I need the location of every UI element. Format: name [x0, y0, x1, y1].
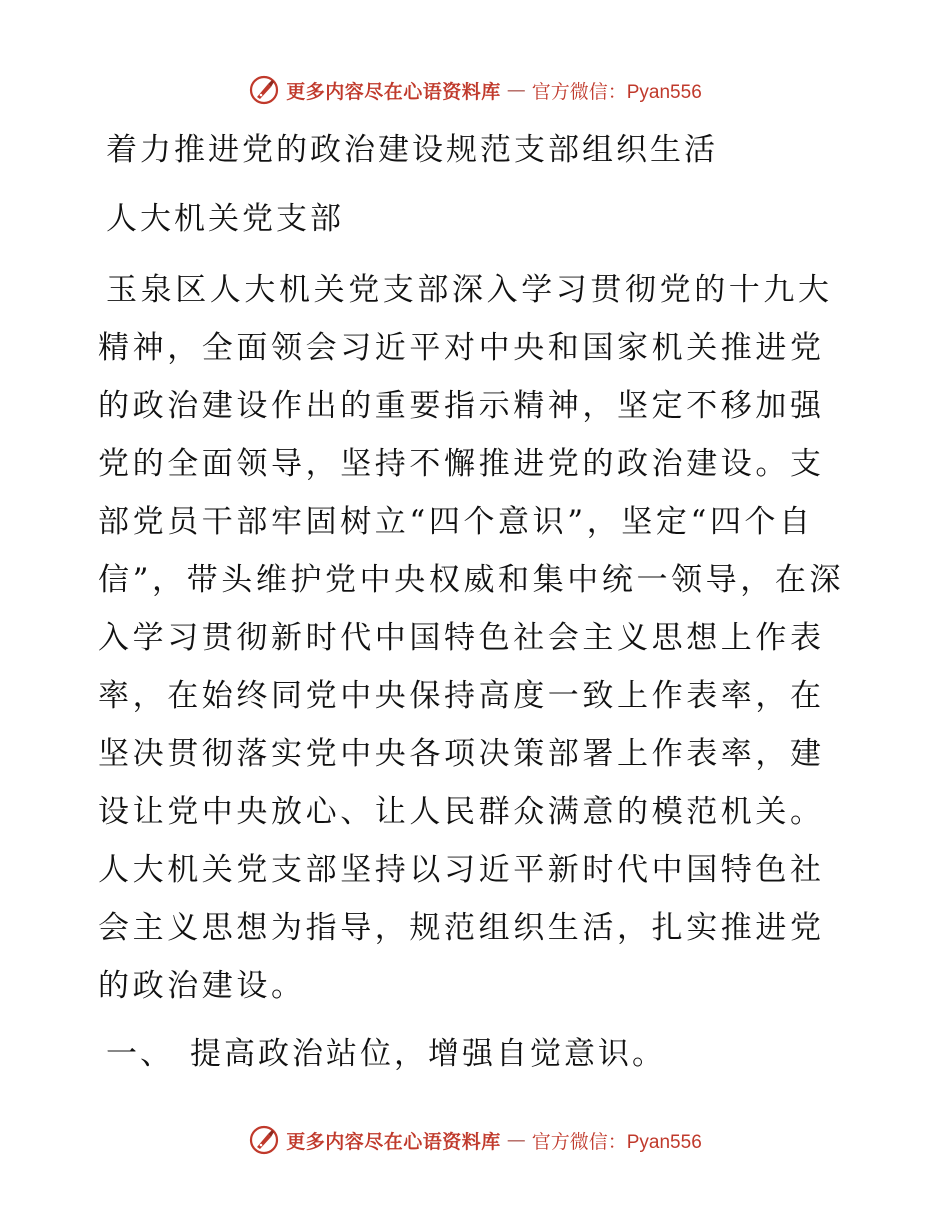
watermark-separator: — [506, 79, 526, 101]
watermark-contact: 官方微信：Pyan556 [531, 81, 702, 103]
document-body [98, 122, 850, 1083]
section-heading-text: 提高政治站位，增强自觉意识。 [190, 1036, 666, 1072]
watermark-text: 更多内容尽在心语资料库 [286, 1130, 501, 1153]
pen-nib-logo-icon [248, 1124, 280, 1156]
document-organization: 人大机关党支部 [106, 201, 344, 237]
watermark-contact: 官方微信：Pyan556 [531, 1131, 702, 1153]
pen-nib-logo-icon [248, 74, 280, 106]
section-number: 一、 [106, 1036, 174, 1072]
section-heading [98, 1025, 850, 1083]
document-title: 着力推进党的政治建设规范支部组织生活 [106, 132, 718, 168]
watermark-text: 更多内容尽在心语资料库 [286, 80, 501, 103]
header-watermark [0, 72, 950, 108]
footer-watermark [0, 1122, 950, 1158]
body-paragraph: 玉泉区人大机关党支部深入学习贯彻党的十九大精神，全面领会习近平对中央和国家机关推进党的政治建设作出的重要指示精神，坚定不移加强党的全面领导，坚持不懈推进党的政治建设。支部党员干部牢固树立“四个意识”，坚定“四个自信”，带头维护党中央权威和集中统一领导，在深入学习贯彻新时代中国特色社会主义思想上作表率，在始终同党中央保持高度一致上作表率，在坚决贯彻落实党中央各项决策部署上作表率，建设让党中央放心、让人民群众满意的模范机关。人大机关党支部坚持以习近平新时代中国特色社会主义思想为指导，规范组织生活，扎实推进党的政治建设。 [98, 272, 845, 1004]
watermark-separator: — [506, 1129, 526, 1151]
